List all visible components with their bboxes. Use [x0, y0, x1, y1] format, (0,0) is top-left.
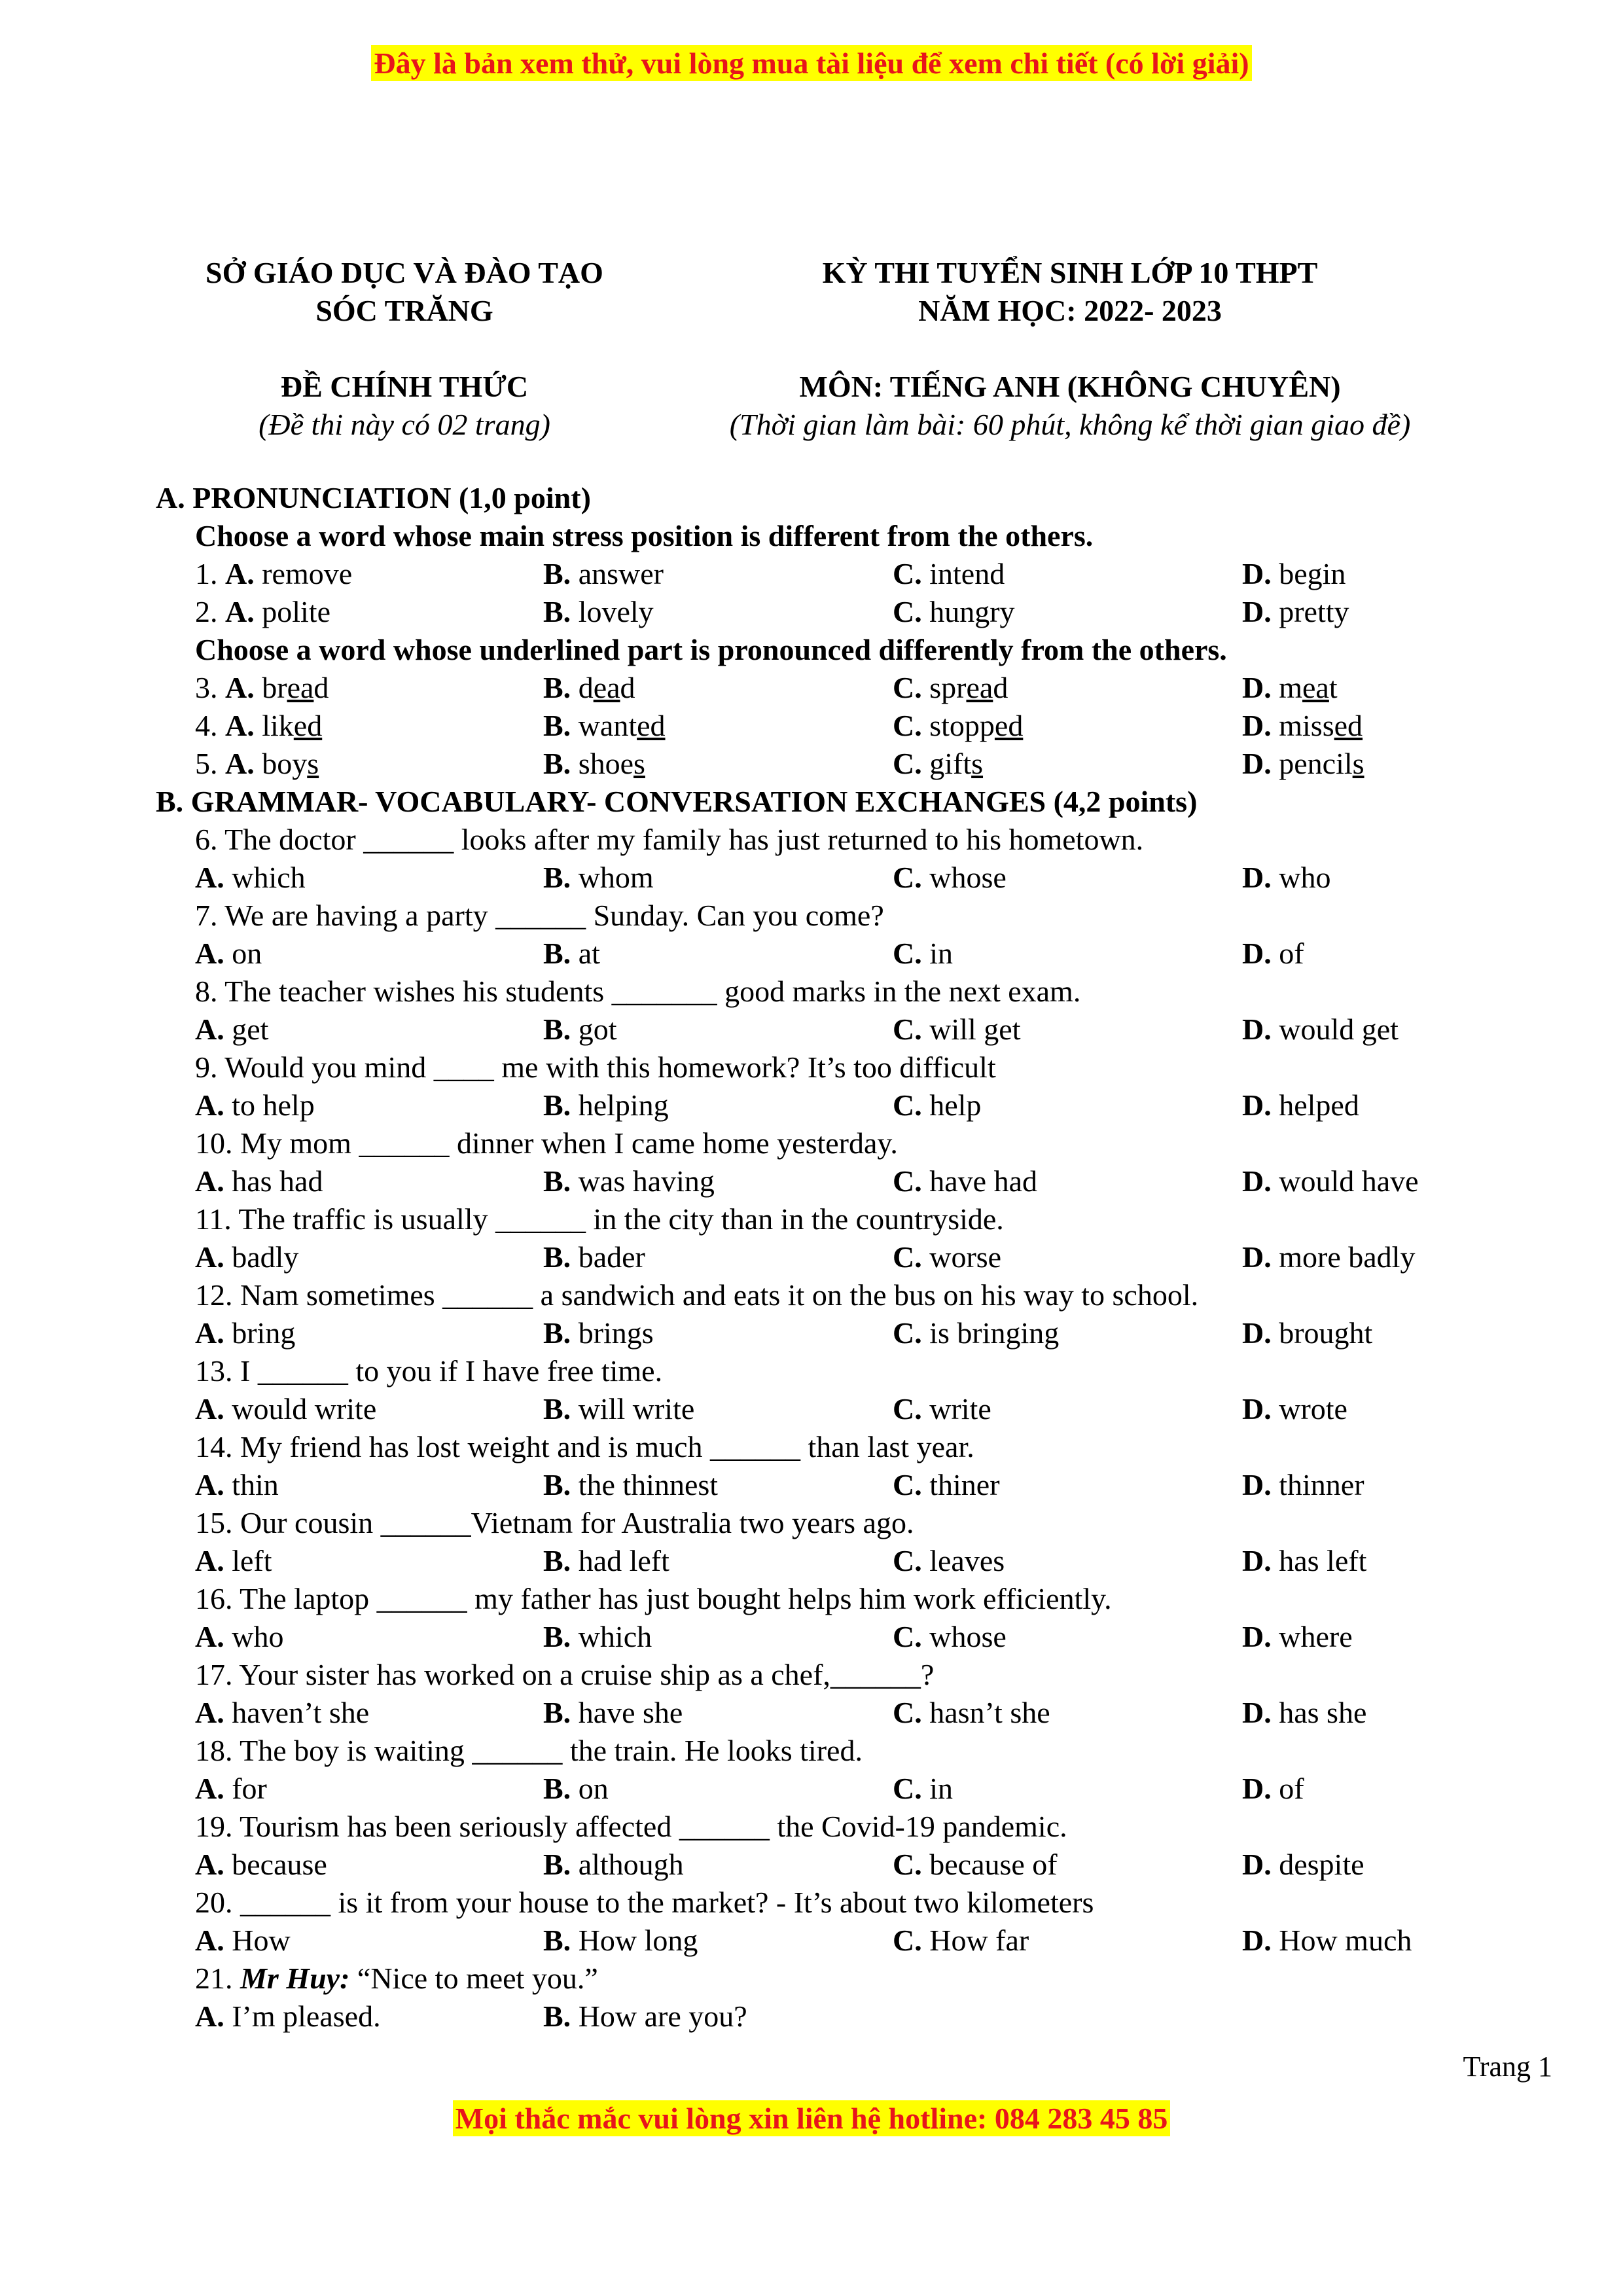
time-note: (Thời gian làm bài: 60 phút, không kể thời gian giao đề): [729, 408, 1411, 441]
question-options: [0, 1314, 1623, 1352]
question-text: 7. We are having a party ______ Sunday. Can you come?: [195, 899, 884, 932]
option-c: C. write: [893, 1392, 991, 1426]
question-4: [0, 707, 1623, 745]
option-a: A. thin: [195, 1468, 279, 1501]
option-c: C. is bringing: [893, 1316, 1060, 1350]
stress-instruction: Choose a word whose main stress position is different from the others.: [195, 519, 1094, 552]
option-b: B. whom: [543, 861, 654, 894]
question-1: [0, 555, 1623, 593]
option-a: A. badly: [195, 1240, 299, 1274]
option-d: D. meat: [1242, 671, 1338, 704]
option-d: D. begin: [1242, 557, 1346, 590]
option-d: D. brought: [1242, 1316, 1373, 1350]
official-label: ĐỀ CHÍNH THỨC: [280, 370, 529, 403]
header-left: [175, 254, 633, 444]
question-text: 11. The traffic is usually ______ in the city than in the countryside.: [195, 1202, 1004, 1236]
option-d: D. would have: [1242, 1164, 1419, 1198]
question-text: 17. Your sister has worked on a cruise ship as a chef,______?: [195, 1658, 935, 1691]
question-options: [0, 1618, 1623, 1656]
preview-banner: Đây là bản xem thử, vui lòng mua tài liệu để xem chi tiết (có lời giải): [0, 46, 1623, 81]
option-d: D. pretty: [1242, 595, 1349, 628]
option-a: A. to help: [195, 1088, 315, 1122]
option-d: D. where: [1242, 1620, 1353, 1653]
option-b: B. wanted: [543, 709, 666, 742]
option-a: 4. A. liked: [195, 709, 323, 742]
question-text: 14. My friend has lost weight and is much ______ than last year.: [195, 1430, 974, 1463]
option-d: D. has she: [1242, 1696, 1367, 1729]
option-c: C. in: [893, 937, 954, 970]
option-d: D. How much: [1242, 1924, 1412, 1957]
question-options: [0, 1466, 1623, 1504]
option-a: 5. A. boys: [195, 747, 319, 780]
option-c: C. in: [893, 1772, 954, 1805]
option-a: A. which: [195, 861, 306, 894]
option-c: C. help: [893, 1088, 982, 1122]
option-b: B. at: [543, 937, 600, 970]
option-b: B. lovely: [543, 595, 654, 628]
option-b: B. bader: [543, 1240, 645, 1274]
option-b: B. brings: [543, 1316, 654, 1350]
option-c: C. whose: [893, 861, 1007, 894]
page-count-note: (Đề thi này có 02 trang): [259, 408, 550, 441]
option-b: B. had left: [543, 1544, 669, 1577]
option-d: D. more badly: [1242, 1240, 1416, 1274]
question-text: 10. My mom ______ dinner when I came home yesterday.: [195, 1126, 898, 1160]
option-a: A. on: [195, 937, 262, 970]
grammar-questions: [0, 821, 1623, 1960]
question-options: [0, 1694, 1623, 1732]
question-21-options: [0, 1998, 1623, 2036]
option-a: 3. A. bread: [195, 671, 329, 704]
option-c: C. hungry: [893, 595, 1015, 628]
option-b: B. How long: [543, 1924, 698, 1957]
question-options: [0, 935, 1623, 973]
question-text: 18. The boy is waiting ______ the train. He looks tired.: [195, 1734, 863, 1767]
option-d: D. wrote: [1242, 1392, 1347, 1426]
sound-instruction: Choose a word whose underlined part is pronounced differently from the others.: [195, 633, 1227, 666]
option-b: B. got: [543, 1013, 617, 1046]
question-text: 9. Would you mind ____ me with this homework? It’s too difficult: [195, 1050, 996, 1084]
option-b: B. the thinnest: [543, 1468, 719, 1501]
option-b: B. answer: [543, 557, 664, 590]
school-year: NĂM HỌC: 2022- 2023: [918, 294, 1222, 327]
option-d: D. would get: [1242, 1013, 1399, 1046]
question-options: [0, 1846, 1623, 1884]
option-b: B. How are you?: [543, 2000, 747, 2033]
option-d: D. missed: [1242, 709, 1363, 742]
question-options: [0, 1542, 1623, 1580]
subject-name: MÔN: TIẾNG ANH (KHÔNG CHUYÊN): [799, 370, 1341, 403]
question-text: 6. The doctor ______ looks after my family has just returned to his hometown.: [195, 823, 1144, 856]
question-2: [0, 593, 1623, 631]
question-options: [0, 1238, 1623, 1276]
option-a: A. has had: [195, 1164, 323, 1198]
option-a: A. for: [195, 1772, 267, 1805]
department-name: SỞ GIÁO DỤC VÀ ĐÀO TẠO: [205, 256, 603, 289]
option-a: 2. A. polite: [195, 595, 330, 628]
option-b: B. on: [543, 1772, 609, 1805]
province-name: SÓC TRĂNG: [315, 294, 493, 327]
option-d: D. despite: [1242, 1848, 1364, 1881]
option-a: A. I’m pleased.: [195, 2000, 381, 2033]
question-options: [0, 1011, 1623, 1049]
question-options: [0, 1390, 1623, 1428]
option-b: B. although: [543, 1848, 684, 1881]
option-c: C. How far: [893, 1924, 1029, 1957]
question-options: [0, 1770, 1623, 1808]
option-a: A. because: [195, 1848, 327, 1881]
question-options: [0, 1086, 1623, 1124]
question-options: [0, 1162, 1623, 1200]
question-text: 13. I ______ to you if I have free time.: [195, 1354, 663, 1388]
option-c: C. intend: [893, 557, 1005, 590]
option-b: B. was having: [543, 1164, 715, 1198]
option-d: D. pencils: [1242, 747, 1364, 780]
option-b: B. helping: [543, 1088, 669, 1122]
question-options: [0, 859, 1623, 897]
option-c: C. stopped: [893, 709, 1024, 742]
option-c: C. worse: [893, 1240, 1002, 1274]
hotline-banner: Mọi thắc mắc vui lòng xin liên hệ hotline: 084 283 45 85: [0, 2101, 1623, 2136]
option-b: B. dead: [543, 671, 635, 704]
option-c: C. gifts: [893, 747, 984, 780]
option-d: D. thinner: [1242, 1468, 1364, 1501]
option-c: C. whose: [893, 1620, 1007, 1653]
option-c: C. hasn’t she: [893, 1696, 1050, 1729]
question-5: [0, 745, 1623, 783]
option-d: D. who: [1242, 861, 1331, 894]
option-a: A. get: [195, 1013, 269, 1046]
option-a: 1. A. remove: [195, 557, 353, 590]
option-c: C. will get: [893, 1013, 1021, 1046]
option-c: C. have had: [893, 1164, 1037, 1198]
exam-content: [0, 479, 1623, 2036]
question-text: 12. Nam sometimes ______ a sandwich and eats it on the bus on his way to school.: [195, 1278, 1199, 1312]
option-c: C. because of: [893, 1848, 1058, 1881]
option-d: D. helped: [1242, 1088, 1359, 1122]
section-a-title: A. PRONUNCIATION (1,0 point): [156, 481, 591, 514]
option-c: C. thiner: [893, 1468, 1000, 1501]
exam-name: KỲ THI TUYỂN SINH LỚP 10 THPT: [822, 256, 1318, 289]
option-a: A. haven’t she: [195, 1696, 370, 1729]
option-d: D. has left: [1242, 1544, 1367, 1577]
option-a: A. bring: [195, 1316, 296, 1350]
option-b: B. will write: [543, 1392, 695, 1426]
option-c: C. leaves: [893, 1544, 1005, 1577]
header-right: [661, 254, 1479, 444]
question-text: 16. The laptop ______ my father has just bought helps him work efficiently.: [195, 1582, 1112, 1615]
option-d: D. of: [1242, 1772, 1304, 1805]
section-b-title: B. GRAMMAR- VOCABULARY- CONVERSATION EXCHANGES (4,2 points): [156, 785, 1198, 818]
option-b: B. shoes: [543, 747, 645, 780]
option-b: B. which: [543, 1620, 652, 1653]
question-text: 8. The teacher wishes his students _______ good marks in the next exam.: [195, 975, 1081, 1008]
question-21: 21. Mr Huy: “Nice to meet you.”: [195, 1962, 598, 1995]
question-options: [0, 1922, 1623, 1960]
page-number: Trang 1: [1463, 2051, 1552, 2083]
question-text: 19. Tourism has been seriously affected ______ the Covid-19 pandemic.: [195, 1810, 1067, 1843]
option-a: A. left: [195, 1544, 272, 1577]
option-a: A. How: [195, 1924, 291, 1957]
option-a: A. would write: [195, 1392, 377, 1426]
question-text: 20. ______ is it from your house to the market? - It’s about two kilometers: [195, 1886, 1094, 1919]
option-c: C. spread: [893, 671, 1008, 704]
option-d: D. of: [1242, 937, 1304, 970]
question-3: [0, 669, 1623, 707]
option-a: A. who: [195, 1620, 284, 1653]
option-b: B. have she: [543, 1696, 683, 1729]
question-text: 15. Our cousin ______Vietnam for Australia two years ago.: [195, 1506, 914, 1539]
